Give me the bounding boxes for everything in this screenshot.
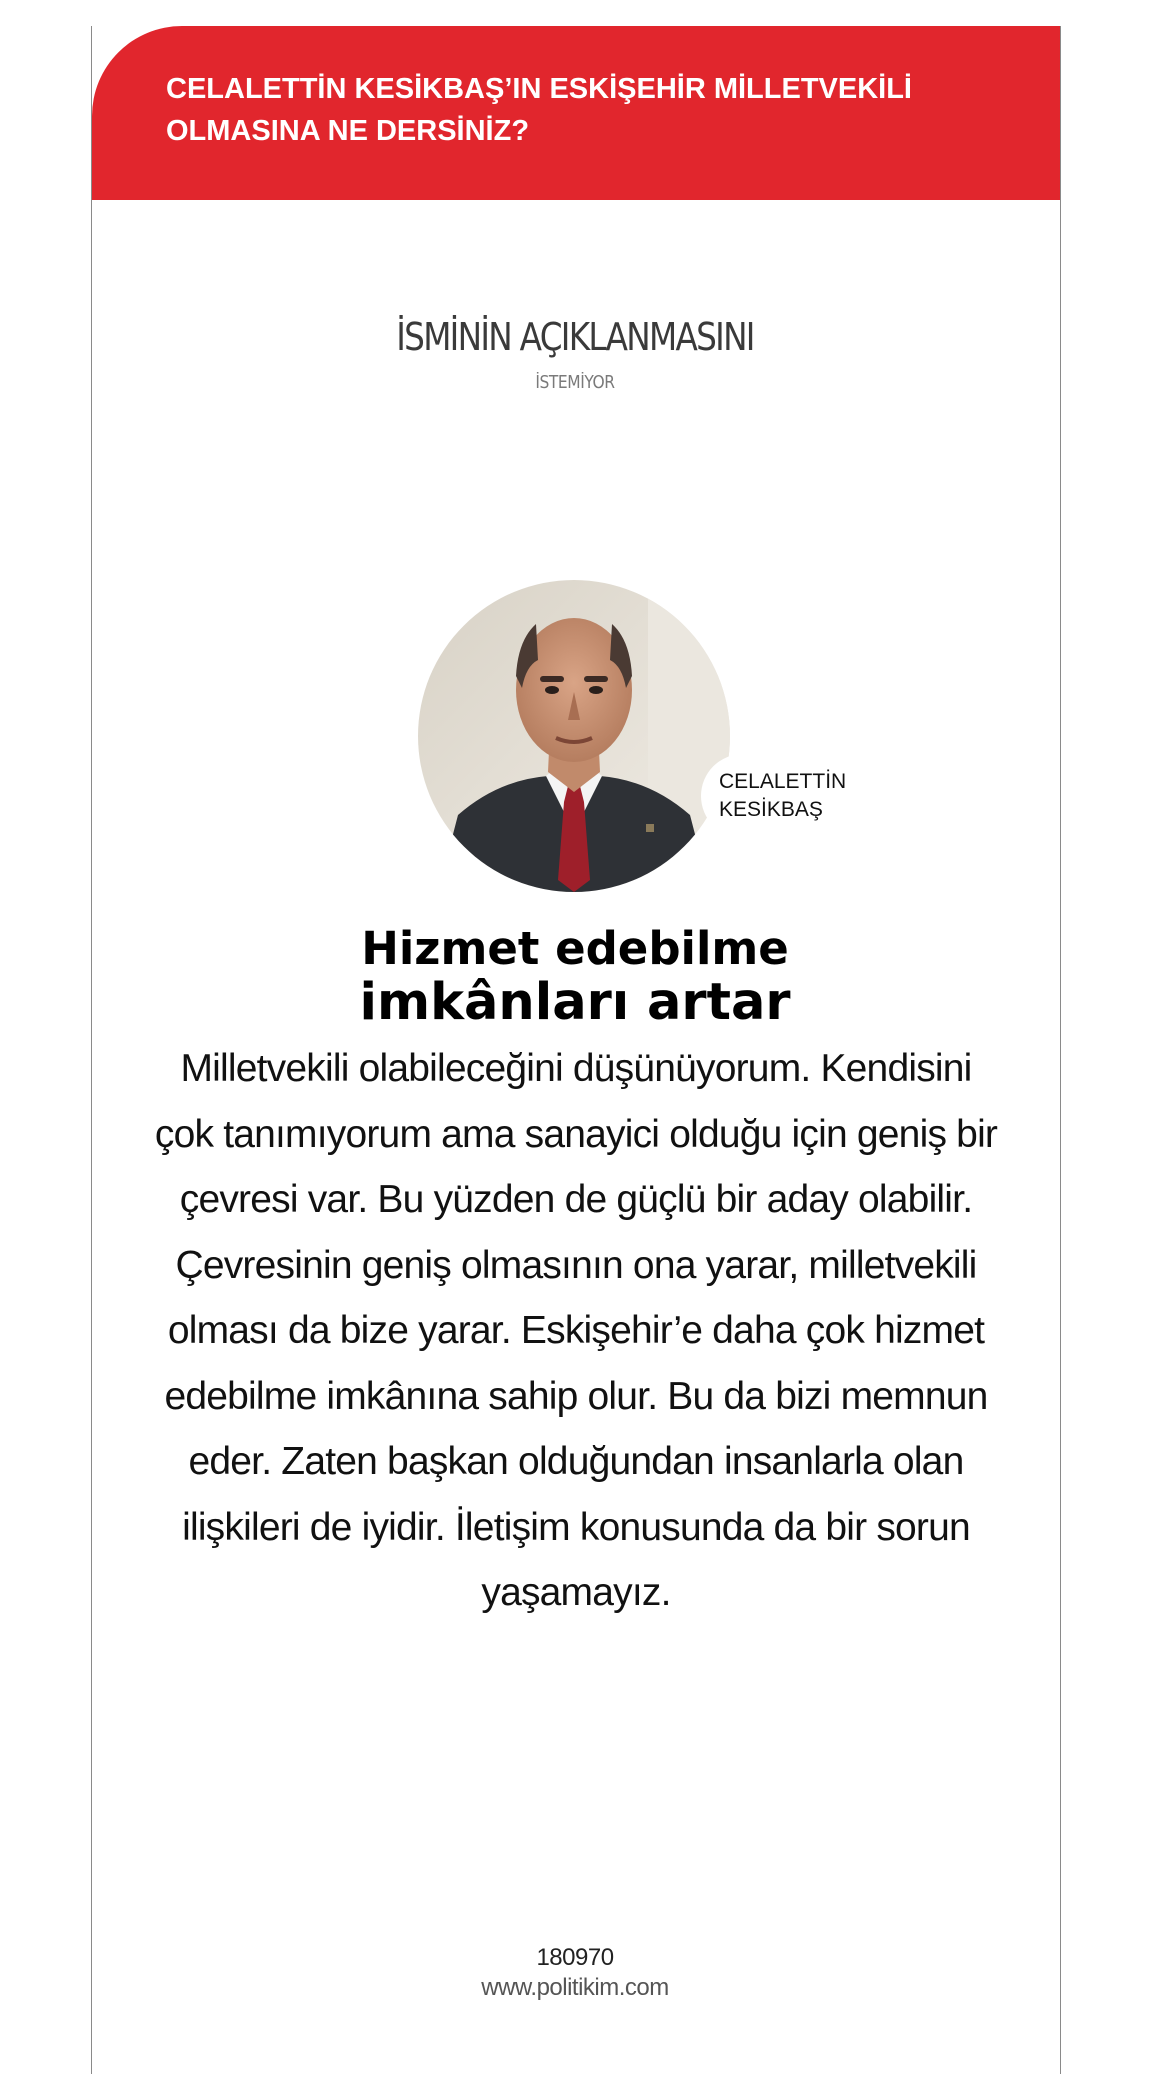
reference-code: 180970 <box>536 1944 614 1971</box>
subject-name <box>719 768 899 824</box>
subject-first-name: CELALETTİN <box>719 770 847 793</box>
article-body: Milletvekili olabileceğini düşünüyorum. Kendisini çok tanımıyorum ama sanayici olduğu için geniş bir çevresi var. Bu yüzden de güçlü bir aday olabilir. Çevresinin geniş olmasının ona yarar, milletvekili olması da bize yarar. Eskişehir’e daha çok hizmet edebilme imkânına sahip olur. Bu da bizi memnun eder. Zaten başkan olduğundan insanlarla olan ilişkileri de iyidir. İletişim konusunda da bir sorun yaşamayız. <box>154 1047 998 1614</box>
question-title <box>166 68 1026 152</box>
headline-line-2: imkânları artar <box>359 973 791 1032</box>
anonymous-label: İSMİNİN AÇIKLANMASINI <box>396 315 754 359</box>
question-header <box>92 26 1060 200</box>
website-link[interactable]: www.politikim.com <box>481 1974 669 2001</box>
subject-last-name: KESİKBAŞ <box>719 798 823 821</box>
anonymous-sublabel: İSTEMİYOR <box>535 372 615 393</box>
question-line-2: OLMASINA NE DERSİNİZ? <box>166 115 530 147</box>
portrait-photo <box>418 580 730 892</box>
portrait-photo-icon <box>418 580 730 892</box>
question-line-1: CELALETTİN KESİKBAŞ’IN ESKİŞEHİR MİLLETVEKİLİ <box>166 73 912 105</box>
headline-line-1: Hizmet edebilme <box>361 922 789 975</box>
